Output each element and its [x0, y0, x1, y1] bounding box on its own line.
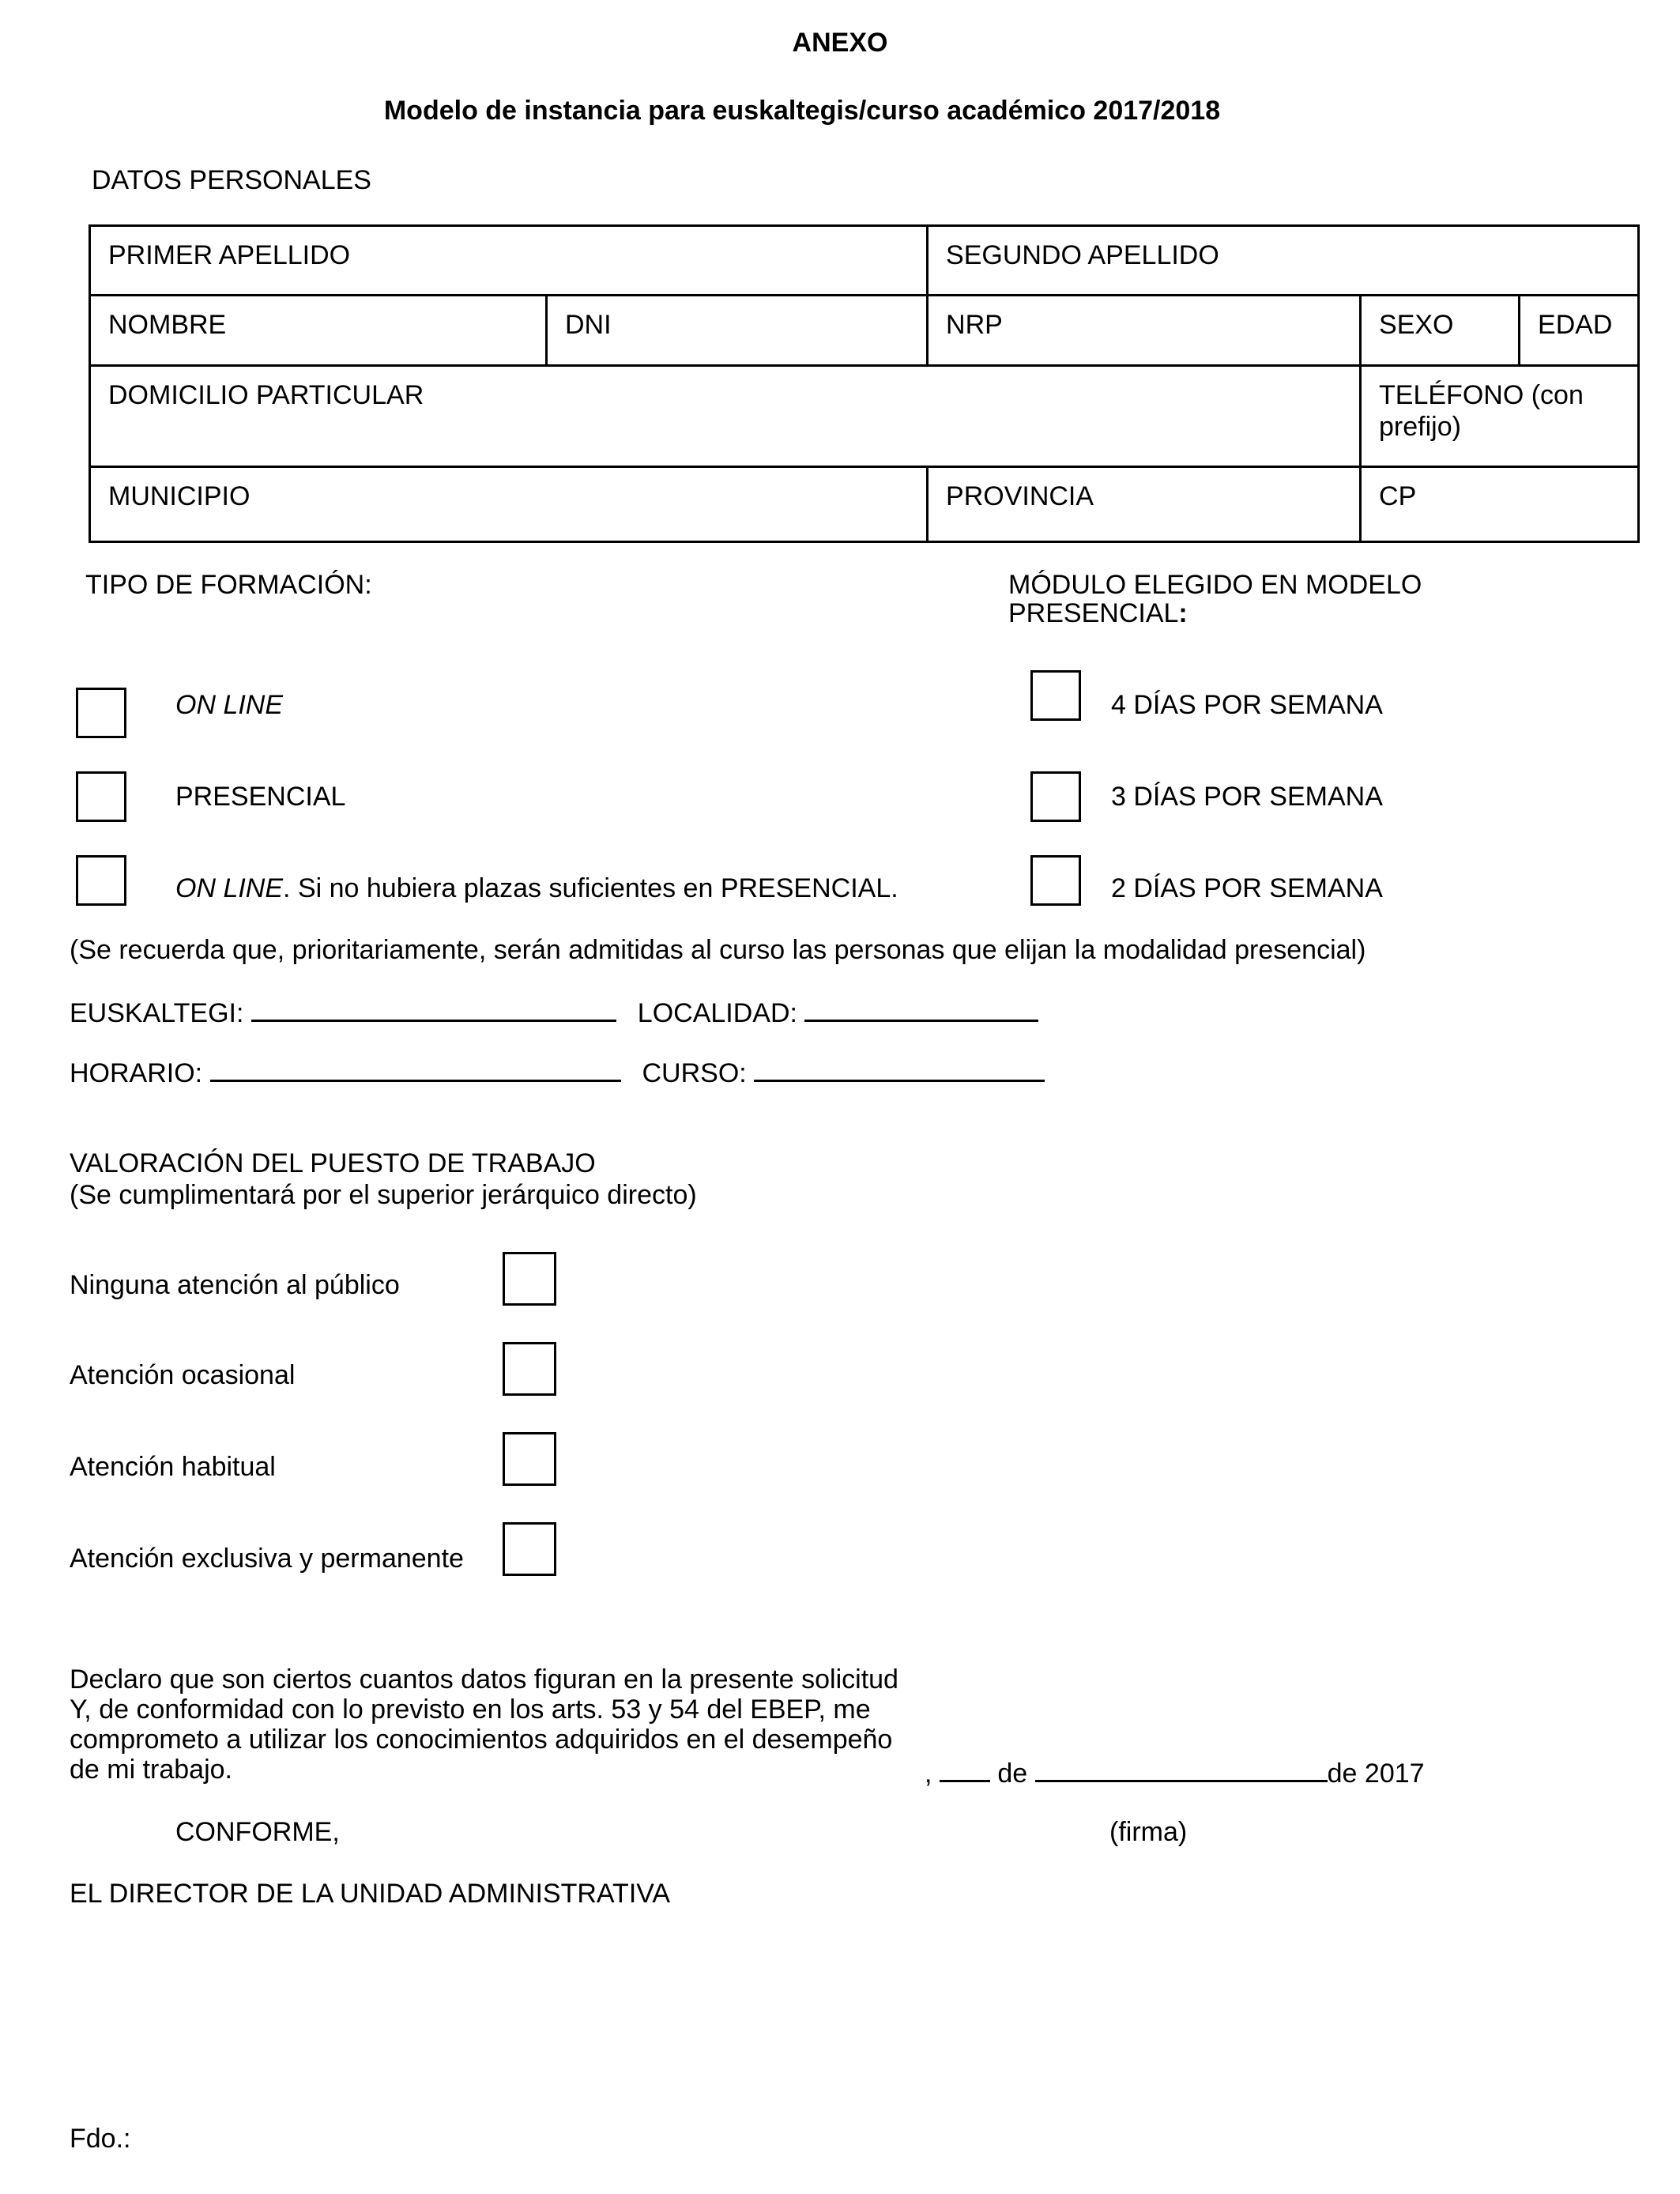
- valoracion-title: VALORACIÓN DEL PUESTO DE TRABAJO: [70, 1148, 596, 1178]
- checkbox-presencial[interactable]: [76, 771, 126, 822]
- field-nrp[interactable]: [928, 296, 1361, 366]
- valoracion-option-ninguna: Ninguna atención al público: [70, 1270, 400, 1300]
- label-nombre: NOMBRE: [108, 310, 227, 340]
- personal-data-table: [89, 224, 1640, 543]
- curso-label: CURSO:: [642, 1058, 747, 1088]
- modulo-label-line1: MÓDULO ELEGIDO EN MODELO: [1008, 570, 1422, 600]
- label-nrp: NRP: [946, 310, 1003, 340]
- checkbox-ninguna[interactable]: [503, 1252, 556, 1306]
- checkbox-online-alt[interactable]: [76, 855, 126, 906]
- date-line: [925, 1755, 1425, 1789]
- modulo-label-text: PRESENCIAL: [1008, 598, 1179, 628]
- modulo-option-4-dias: 4 DÍAS POR SEMANA: [1111, 690, 1383, 720]
- option-online-alt-rest: . Si no hubiera plazas suficientes en PRESENCIAL.: [283, 873, 898, 903]
- field-nombre[interactable]: [90, 296, 547, 366]
- checkbox-habitual[interactable]: [503, 1432, 556, 1486]
- valoracion-subtitle: (Se cumplimentará por el superior jerárquico directo): [70, 1180, 697, 1210]
- option-online-alt-label: [175, 873, 898, 904]
- date-de: de: [997, 1759, 1028, 1789]
- euskaltegi-input[interactable]: [251, 994, 616, 1022]
- date-comma: ,: [925, 1759, 932, 1789]
- localidad-label: LOCALIDAD:: [637, 998, 797, 1028]
- field-municipio[interactable]: [90, 467, 928, 542]
- checkbox-4-dias[interactable]: [1030, 670, 1081, 721]
- euskaltegi-row: [70, 994, 1038, 1029]
- horario-row: [70, 1054, 1045, 1089]
- horario-label: HORARIO:: [70, 1058, 203, 1088]
- label-municipio: MUNICIPIO: [108, 481, 250, 511]
- field-telefono[interactable]: [1361, 366, 1639, 467]
- date-day-input[interactable]: [940, 1755, 990, 1782]
- euskaltegi-label: EUSKALTEGI:: [70, 998, 244, 1028]
- label-segundo-apellido: SEGUNDO APELLIDO: [946, 240, 1219, 270]
- valoracion-option-habitual: Atención habitual: [70, 1452, 276, 1482]
- declaracion-text: [70, 1664, 898, 1785]
- curso-input[interactable]: [754, 1054, 1045, 1082]
- localidad-input[interactable]: [804, 994, 1038, 1022]
- field-cp[interactable]: [1361, 467, 1639, 542]
- modulo-label-colon: :: [1178, 598, 1188, 628]
- valoracion-option-exclusiva: Atención exclusiva y permanente: [70, 1544, 464, 1574]
- modulo-label-line2: [1008, 598, 1188, 629]
- field-edad[interactable]: [1520, 296, 1639, 366]
- date-month-input[interactable]: [1035, 1755, 1328, 1782]
- horario-input[interactable]: [210, 1054, 621, 1082]
- label-primer-apellido: PRIMER APELLIDO: [108, 240, 351, 270]
- option-online-alt-em: ON LINE: [175, 873, 284, 903]
- formacion-label: TIPO DE FORMACIÓN:: [85, 570, 372, 600]
- field-provincia[interactable]: [928, 467, 1361, 542]
- checkbox-ocasional[interactable]: [503, 1342, 556, 1396]
- declaracion-line: Declaro que son ciertos cuantos datos figuran en la presente solicitud: [70, 1664, 898, 1695]
- checkbox-2-dias[interactable]: [1030, 855, 1081, 906]
- label-provincia: PROVINCIA: [946, 481, 1094, 511]
- priority-note: (Se recuerda que, prioritariamente, serán admitidas al curso las personas que elijan la modalidad presencial): [70, 935, 1366, 965]
- option-online-label: ON LINE: [175, 690, 284, 720]
- declaracion-line: comprometo a utilizar los conocimientos adquiridos en el desempeño: [70, 1725, 893, 1755]
- field-sexo[interactable]: [1361, 296, 1520, 366]
- firma-label: (firma): [1109, 1817, 1188, 1847]
- date-year: de 2017: [1327, 1759, 1425, 1789]
- label-cp: CP: [1379, 481, 1417, 511]
- valoracion-option-ocasional: Atención ocasional: [70, 1360, 296, 1390]
- checkbox-online[interactable]: [76, 688, 126, 738]
- conforme-label: CONFORME,: [175, 1817, 340, 1847]
- label-domicilio: DOMICILIO PARTICULAR: [108, 380, 424, 410]
- page-title: ANEXO: [792, 28, 888, 58]
- field-dni[interactable]: [547, 296, 928, 366]
- field-primer-apellido[interactable]: [90, 226, 928, 296]
- section-label-personal: DATOS PERSONALES: [92, 165, 371, 195]
- declaracion-line: Y, de conformidad con lo previsto en los arts. 53 y 54 del EBEP, me: [70, 1695, 871, 1725]
- label-telefono: TELÉFONO (con prefijo): [1379, 380, 1584, 442]
- field-segundo-apellido[interactable]: [928, 226, 1639, 296]
- page-subtitle: Modelo de instancia para euskaltegis/curso académico 2017/2018: [383, 96, 1221, 126]
- modulo-option-2-dias: 2 DÍAS POR SEMANA: [1111, 873, 1383, 903]
- label-dni: DNI: [565, 310, 612, 340]
- label-edad: EDAD: [1538, 310, 1613, 340]
- declaracion-line: de mi trabajo.: [70, 1755, 232, 1785]
- fdo-label: Fdo.:: [70, 2124, 131, 2154]
- checkbox-exclusiva[interactable]: [503, 1522, 556, 1576]
- director-label: EL DIRECTOR DE LA UNIDAD ADMINISTRATIVA: [70, 1879, 671, 1909]
- option-presencial-label: PRESENCIAL: [175, 782, 346, 812]
- field-domicilio[interactable]: [90, 366, 1361, 467]
- modulo-option-3-dias: 3 DÍAS POR SEMANA: [1111, 782, 1383, 812]
- label-sexo: SEXO: [1379, 310, 1454, 340]
- checkbox-3-dias[interactable]: [1030, 771, 1081, 822]
